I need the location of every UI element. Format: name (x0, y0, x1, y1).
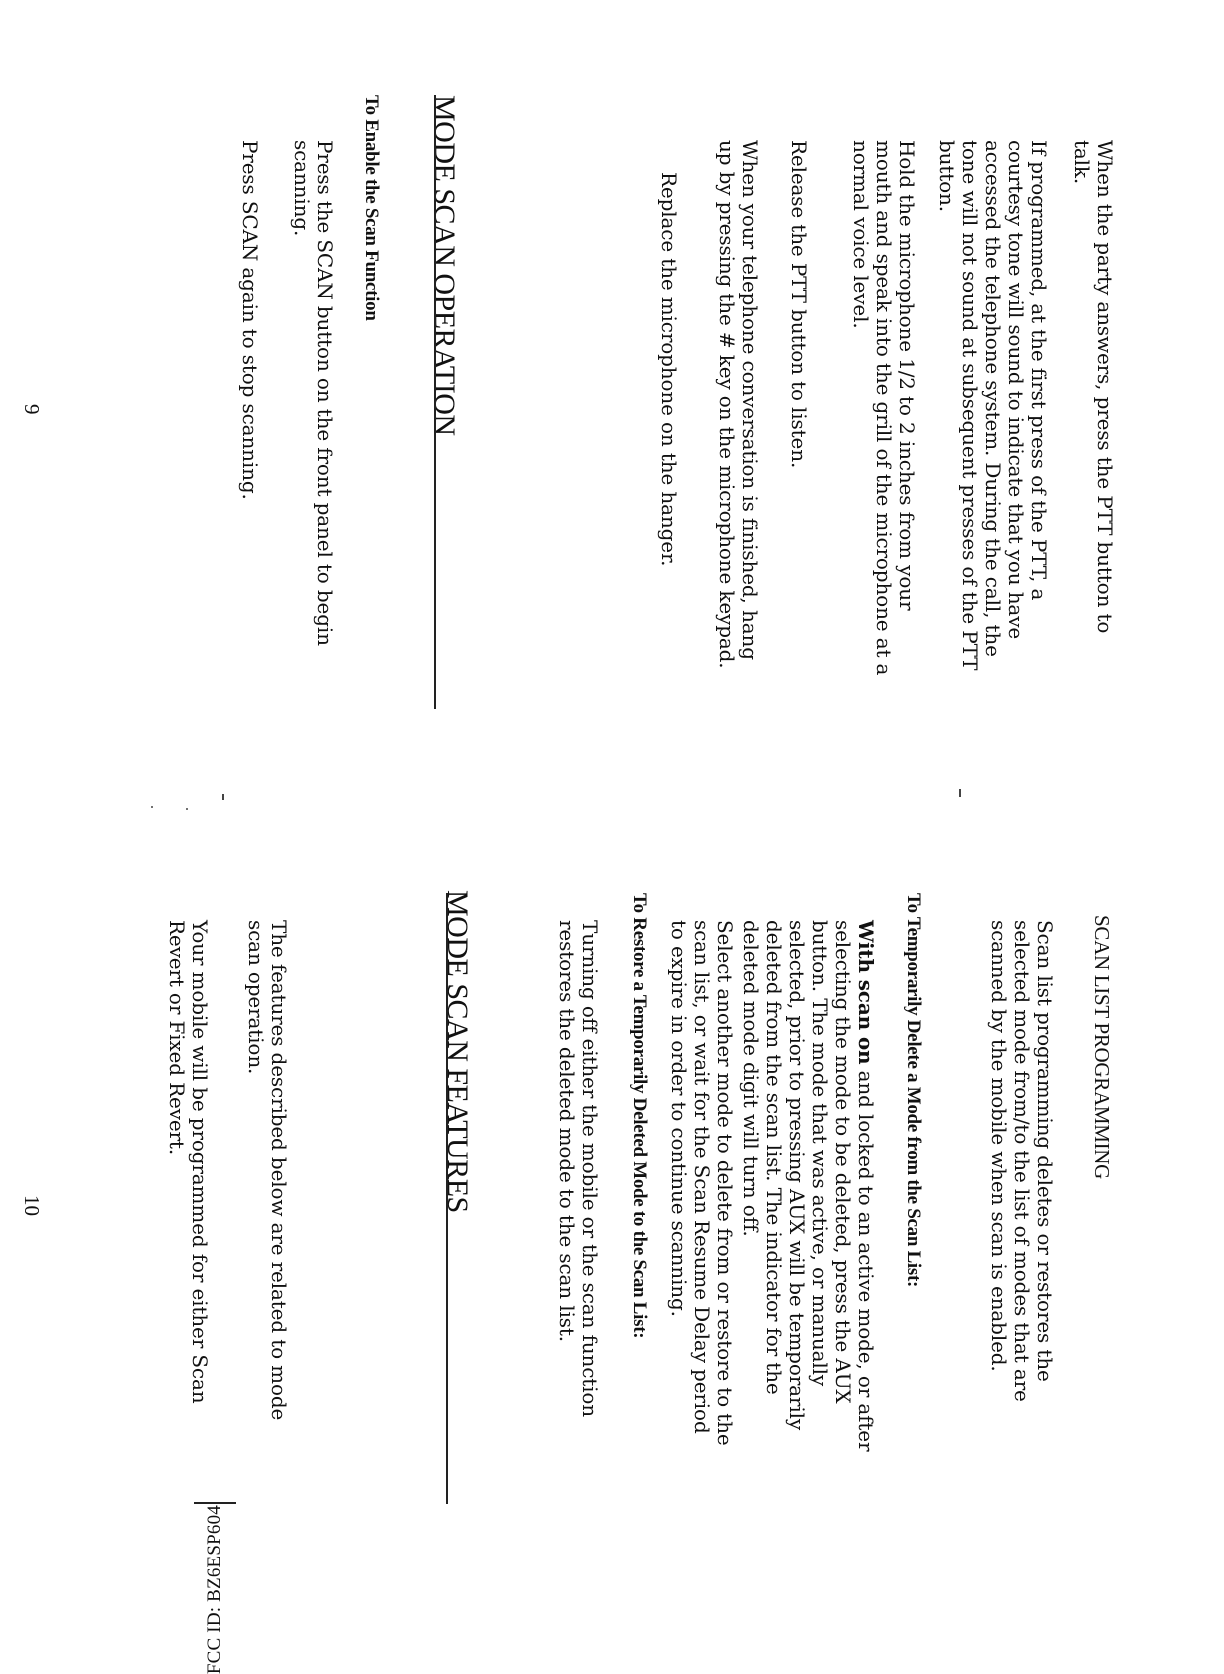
subheading-restore-mode: To Restore a Temporarily Deleted Mode to the Scan List: (629, 893, 650, 1339)
paragraph-hold-microphone: Hold the microphone 1/2 to 2 inches from your mouth and speak into the grill of the microphone at a normal voice level. (849, 140, 919, 676)
paragraph-with-scan-on (739, 920, 877, 1456)
paragraph-features-described: The features described below are related to mode scan operation. (244, 920, 291, 1421)
paragraph-courtesy-tone: If programmed, at the first press of the PTT, a courtesy tone will sound to indicate that you have accessed the telephone system. During the call, the tone will not sound at subsequent presses of the PTT button. (935, 140, 1051, 671)
subheading-temporarily-delete: To Temporarily Delete a Mode from the Scan List: (903, 893, 924, 1288)
paragraph-press-scan-again: Press SCAN again to stop scanning. (238, 140, 262, 500)
paragraph-scan-revert: Your mobile will be programmed for either Scan Revert or Fixed Revert. (165, 920, 212, 1404)
scan-speck (186, 808, 188, 810)
paragraph-party-answers: When the party answers, press the PTT button to talk. (1070, 140, 1117, 634)
paragraph-turning-off: Turning off either the mobile or the scan function restores the deleted mode to the scan list. (555, 920, 602, 1418)
paragraph-replace-microphone: Replace the microphone on the hanger. (657, 172, 681, 567)
page-number-left: 9 (20, 404, 44, 415)
paragraph-select-another-mode: Select another mode to delete from or restore to the scan list, or wait for the Scan Resume Delay period to expire in order to continue scanning. (667, 920, 737, 1446)
paragraph-press-scan: Press the SCAN button on the front panel to begin scanning. (290, 140, 337, 646)
scan-speck (222, 794, 224, 800)
with-scan-on-text: and locked to an active mode, or after selecting the mode to be deleted, press the AUX button. The mode that was active, or manually selected, prior to pressing AUX will be temporarily deleted from the scan list. The indicator for the deleted mode digit will turn off. (739, 920, 878, 1452)
page-number-right: 10 (20, 1195, 44, 1216)
scan-speck (959, 789, 961, 797)
heading-mode-scan-features: MODE SCAN FEATURES (441, 890, 474, 1213)
heading-mode-scan-operation: MODE SCAN OPERATION (428, 95, 461, 436)
with-scan-on-emphasis: With scan on (854, 920, 878, 1065)
subheading-enable-scan: To Enable the Scan Function (361, 95, 382, 321)
paragraph-scan-list-intro: Scan list programming deletes or restores the selected mode from/to the list of modes that are scanned by the mobile when scan is enabled. (987, 920, 1057, 1402)
paragraph-hang-up: When your telephone conversation is finished, hang up by pressing the # key on the microphone keypad. (715, 140, 762, 669)
heading-underline (446, 893, 448, 1504)
heading-underline (434, 95, 436, 709)
heading-scan-list-programming: SCAN LIST PROGRAMMING (1090, 915, 1114, 1180)
fcc-id-bar (194, 1502, 236, 1504)
scan-speck (151, 806, 153, 808)
paragraph-release-ptt: Release the PTT button to listen. (787, 140, 811, 469)
fcc-id-label: FCC ID: BZ6ESP604 (204, 1505, 225, 1674)
